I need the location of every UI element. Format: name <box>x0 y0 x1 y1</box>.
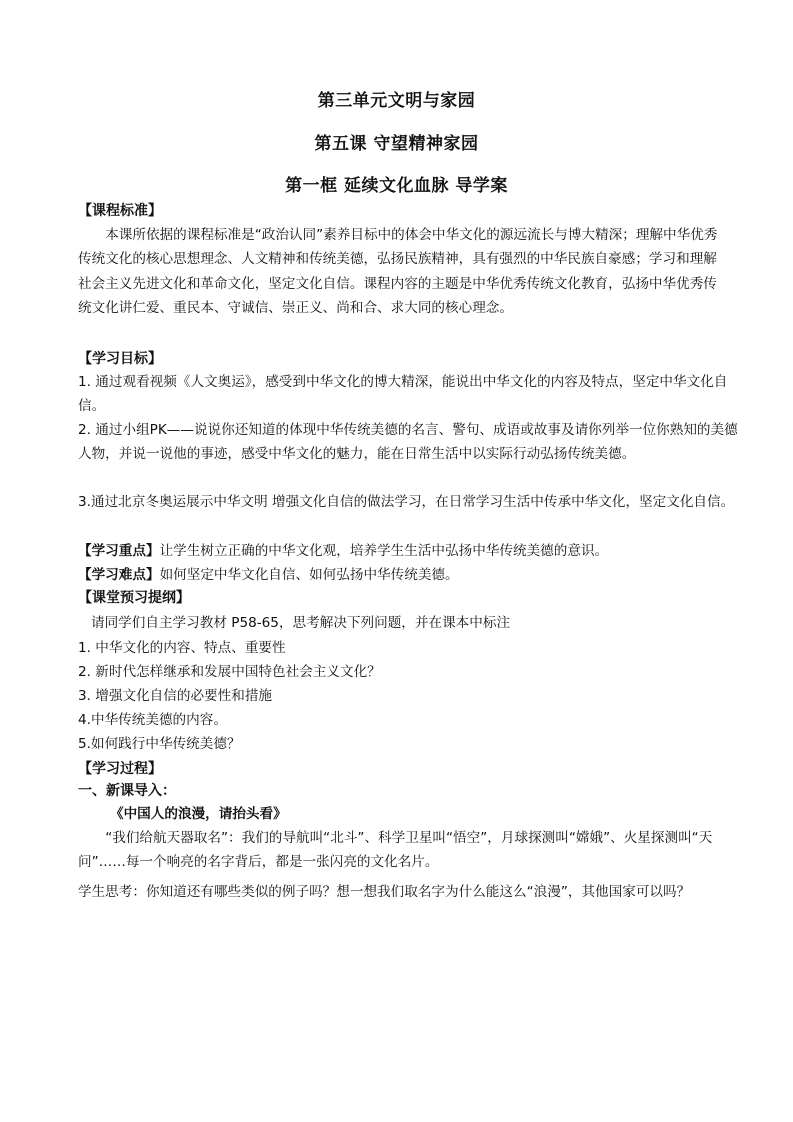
unit-title: 第三单元文明与家园 <box>317 91 476 111</box>
lesson-title: 第五课 守望精神家园 <box>314 134 479 154</box>
curriculum-standard-heading: 【课程标准】 <box>78 203 162 219</box>
lead-in-subtitle: 《中国人的浪漫，请抬头看》 <box>110 806 287 822</box>
difficulty-heading: 【学习难点】 <box>78 567 160 583</box>
process-heading: 【学习过程】 <box>78 761 162 777</box>
preview-item-1: 1. 中华文化的内容、特点、重要性 <box>78 640 286 656</box>
learning-goal-3: 3.通过北京冬奥运展示中华文明 增强文化自信的做法学习，在日常学习生活中传承中华文化，坚定文化自信。 <box>78 494 735 510</box>
preview-heading: 【课堂预习提纲】 <box>78 590 190 606</box>
preview-item-3: 3. 增强文化自信的必要性和措施 <box>78 688 273 704</box>
key-point-heading: 【学习重点】 <box>78 543 160 559</box>
lead-in-text: “我们给航天器取名”：我们的导航叫“北斗”、科学卫星叫“悟空”，月球探测叫“嫦娥”、火星探测叫“天问”……每一个响亮的名字背后，都是一张闪亮的文化名片。 <box>78 830 713 871</box>
preview-item-5: 5.如何践行中华传统美德？ <box>78 736 241 752</box>
section-title: 第一框 延续文化血脉 导学案 <box>285 176 508 196</box>
preview-item-4: 4.中华传统美德的内容。 <box>78 712 227 728</box>
process-part-1: 一、新课导入： <box>78 783 176 799</box>
preview-intro: 请同学们自主学习教材 P58-65，思考解决下列问题，并在课本中标注 <box>91 615 511 631</box>
learning-goal-1: 1. 通过观看视频《人文奥运》，感受到中华文化的博大精深，能说出中华文化的内容及特点，坚定中华文化自信。 <box>78 374 728 414</box>
key-point-text: 让学生树立正确的中华文化观，培养学生生活中弘扬中华传统美德的意识。 <box>159 543 609 559</box>
key-point-row <box>78 539 738 563</box>
learning-goal-2: 2. 通过小组PK——说说你还知道的体现中华传统美德的名言、警句、成语或故事及请你列举一位你熟知的美德人物，并说一说他的事迹，感受中华文化的魅力，能在日常生活中以实际行动弘扬传统美德。 <box>78 422 738 462</box>
curriculum-standard-text: 本课所依据的课程标准是“政治认同”素养目标中的体会中华文化的源远流长与博大精深；理解中华优秀传统文化的核心思想理念、人文精神和传统美德，弘扬民族精神，具有强烈的中华民族自豪感；学习和理解社会主义先进文化和革命文化，坚定文化自信。课程内容的主题是中华优秀传统文化教育，弘扬中华优秀传统文化讲仁爱、重民本、守诚信、崇正义、尚和合、求大同的核心理念。 <box>78 227 718 317</box>
difficulty-text: 如何坚定中华文化自信、如何弘扬中华传统美德。 <box>159 567 459 583</box>
difficulty-row <box>78 563 738 587</box>
student-question: 学生思考：你知道还有哪些类似的例子吗？想一想我们取名字为什么能这么“浪漫”，其他国家可以吗？ <box>78 884 691 900</box>
preview-item-2: 2. 新时代怎样继承和发展中国特色社会主义文化？ <box>78 664 381 680</box>
learning-goals-heading: 【学习目标】 <box>78 351 162 367</box>
